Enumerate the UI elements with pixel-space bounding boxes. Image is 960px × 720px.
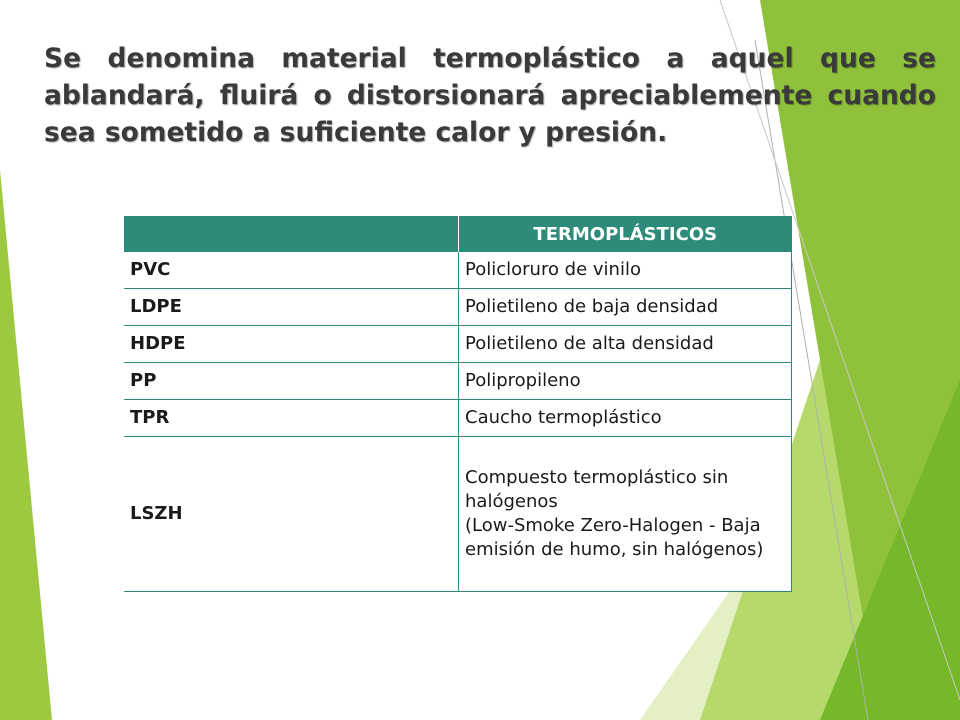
material-description: Policloruro de vinilo	[459, 252, 792, 289]
table-row	[124, 289, 792, 326]
material-description: Polietileno de alta densidad	[459, 326, 792, 363]
table-row	[124, 437, 792, 592]
material-description: Polipropileno	[459, 363, 792, 400]
slide-heading: Se denomina material termoplástico a aquel que se ablandará, fluirá o distorsionará apreciablemente cuando sea sometido a suficiente calor y presión.	[44, 43, 936, 148]
left-green-shape	[0, 170, 52, 720]
material-code: PVC	[124, 252, 459, 289]
header-cell-title: TERMOPLÁSTICOS	[459, 216, 792, 252]
table-row	[124, 400, 792, 437]
material-description: Caucho termoplástico	[459, 400, 792, 437]
material-code: LSZH	[124, 437, 459, 592]
material-code: PP	[124, 363, 459, 400]
thermoplastics-table	[124, 216, 792, 592]
table-row	[124, 252, 792, 289]
table-header-row	[124, 216, 792, 252]
table-row	[124, 326, 792, 363]
material-description: Polietileno de baja densidad	[459, 289, 792, 326]
material-code: LDPE	[124, 289, 459, 326]
material-code: TPR	[124, 400, 459, 437]
header-cell-empty	[124, 216, 459, 252]
material-code: HDPE	[124, 326, 459, 363]
material-description: Compuesto termoplástico sin halógenos (Low-Smoke Zero-Halogen - Baja emisión de humo, sin halógenos)	[459, 437, 792, 592]
table-row	[124, 363, 792, 400]
